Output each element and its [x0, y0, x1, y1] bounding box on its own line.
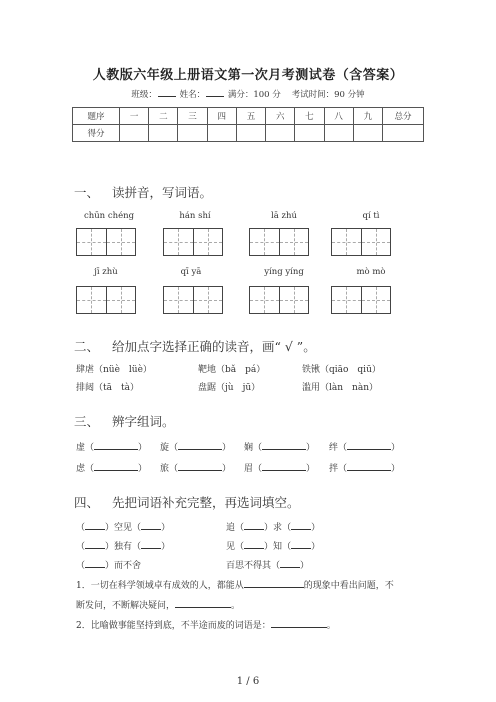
answer-blank[interactable] — [291, 540, 311, 549]
pinyin-label: jī zhù — [94, 267, 118, 277]
idiom-item[interactable]: 追（ ）求（ ） — [226, 523, 321, 533]
answer-blank[interactable] — [85, 559, 105, 568]
pinyin-label: hán shí — [179, 211, 211, 221]
answer-blank[interactable] — [271, 619, 327, 628]
question-text: 断发问，不断解决疑问， — [76, 601, 176, 611]
writing-grid[interactable] — [249, 228, 309, 256]
name-blank — [206, 88, 224, 97]
full-score: 满分：100 分 — [227, 90, 281, 100]
page-title: 人教版六年级上册语文第一次月考测试卷（含答案） — [92, 68, 404, 83]
char: 旅 — [160, 464, 170, 474]
question-1-line2 — [76, 598, 240, 611]
pron-item[interactable]: 排闼（tā tà） — [76, 383, 139, 393]
pinyin-label: yíng yíng — [264, 267, 304, 277]
pinyin-label: qī yā — [180, 267, 202, 277]
question-text: 的现象中看出问题，不 — [303, 581, 394, 591]
idiom-item[interactable]: （ ）独有（ ） — [76, 542, 171, 552]
char-compare-item[interactable]: 娴（ ） — [244, 443, 316, 453]
score-cell[interactable] — [324, 125, 353, 142]
char-compare-item[interactable]: 虑（ ） — [76, 464, 148, 474]
section-title: 先把词语补充完整，再选词填空。 — [112, 495, 300, 510]
section-number: 二、 — [74, 339, 100, 354]
answer-blank[interactable] — [175, 599, 231, 608]
period: 。 — [326, 621, 336, 631]
idiom-item[interactable]: 百思不得其（ ） — [226, 561, 310, 571]
answer-blank[interactable] — [244, 540, 264, 549]
writing-grid[interactable] — [331, 286, 391, 314]
score-cell[interactable] — [383, 125, 424, 142]
char-compare-item[interactable]: 绊（ ） — [329, 443, 401, 453]
answer-blank[interactable] — [94, 462, 138, 471]
char-compare-item[interactable]: 虚（ ） — [76, 443, 148, 453]
question-text: 1．一切在科学领域卓有成效的人，都能从 — [76, 581, 244, 591]
char-compare-item[interactable]: 拌（ ） — [329, 464, 401, 474]
idiom-item[interactable]: （ ）空见（ ） — [76, 523, 171, 533]
writing-grid[interactable] — [163, 286, 223, 314]
answer-blank[interactable] — [347, 462, 391, 471]
char-compare-item[interactable]: 眉（ ） — [244, 464, 316, 474]
score-header-cell: 九 — [353, 108, 382, 125]
score-header-cell: 三 — [178, 108, 207, 125]
score-header-cell: 一 — [120, 108, 149, 125]
pinyin-label: mò mò — [356, 267, 386, 277]
answer-blank[interactable] — [262, 441, 306, 450]
score-cell[interactable] — [353, 125, 382, 142]
pron-item[interactable]: 肆虐（nüè lüè） — [76, 365, 152, 375]
answer-blank[interactable] — [178, 462, 222, 471]
score-header-cell: 二 — [149, 108, 178, 125]
score-header-cell: 八 — [324, 108, 353, 125]
pron-item[interactable]: 滥用（làn nàn） — [302, 383, 378, 393]
question-text: 2．比喻做事能坚持到底，不半途而废的词语是： — [76, 621, 271, 631]
exam-time: 考试时间：90 分钟 — [291, 90, 365, 100]
score-cell[interactable] — [266, 125, 295, 142]
idiom-part: 独有 — [114, 542, 133, 552]
section-number: 四、 — [74, 495, 100, 510]
page-number: 1 / 6 — [236, 676, 260, 687]
writing-grid[interactable] — [249, 286, 309, 314]
idiom-part: 见 — [226, 542, 236, 552]
question-2 — [76, 618, 336, 631]
answer-blank[interactable] — [262, 462, 306, 471]
idiom-item[interactable]: 见（ ）知（ ） — [226, 542, 321, 552]
section-title: 给加点字选择正确的读音，画“ √ ”。 — [112, 339, 316, 354]
answer-blank[interactable] — [291, 521, 311, 530]
writing-grid[interactable] — [163, 228, 223, 256]
score-cell[interactable] — [236, 125, 265, 142]
writing-grid[interactable] — [331, 228, 391, 256]
char: 娴 — [244, 443, 254, 453]
char: 旋 — [160, 443, 170, 453]
section-4-heading — [74, 493, 300, 511]
score-cell[interactable] — [149, 125, 178, 142]
section-title: 读拼音，写词语。 — [112, 185, 213, 200]
writing-grid[interactable] — [76, 228, 136, 256]
section-number: 一、 — [74, 185, 100, 200]
char: 拌 — [329, 464, 339, 474]
score-cell[interactable] — [120, 125, 149, 142]
section-3-heading — [74, 412, 175, 430]
score-header-cell: 六 — [266, 108, 295, 125]
answer-blank[interactable] — [141, 521, 161, 530]
pinyin-label: lā zhú — [271, 211, 297, 221]
answer-blank[interactable] — [347, 441, 391, 450]
score-table-header — [73, 108, 424, 125]
score-cell[interactable] — [178, 125, 207, 142]
char: 虑 — [76, 464, 86, 474]
char-compare-item[interactable]: 旋（ ） — [160, 443, 232, 453]
answer-blank[interactable] — [85, 540, 105, 549]
score-header-cell: 总分 — [383, 108, 424, 125]
answer-blank[interactable] — [244, 521, 264, 530]
score-header-cell: 七 — [295, 108, 324, 125]
char: 绊 — [329, 443, 339, 453]
score-table — [72, 107, 424, 142]
score-cell[interactable] — [295, 125, 324, 142]
answer-blank[interactable] — [244, 579, 304, 588]
answer-blank[interactable] — [280, 559, 300, 568]
char-compare-item[interactable]: 旅（ ） — [160, 464, 232, 474]
idiom-part: 求 — [273, 523, 283, 533]
idiom-item[interactable]: （ ）而不舍 — [76, 561, 142, 571]
section-1-heading — [74, 183, 212, 201]
answer-blank[interactable] — [178, 441, 222, 450]
idiom-part: 知 — [273, 542, 283, 552]
pron-item[interactable]: 盘踞（jù jū） — [198, 383, 261, 393]
idiom-part: 百思不得其 — [226, 561, 272, 571]
writing-grid[interactable] — [76, 286, 136, 314]
score-header-cell: 五 — [236, 108, 265, 125]
pron-item[interactable]: 铁锹（qiāo qiū） — [302, 365, 381, 375]
idiom-part: 空见 — [114, 523, 133, 533]
char: 眉 — [244, 464, 254, 474]
exam-info — [0, 88, 496, 100]
score-header-cell: 四 — [207, 108, 236, 125]
pinyin-label: chūn chéng — [83, 211, 135, 221]
answer-blank[interactable] — [141, 540, 161, 549]
section-number: 三、 — [74, 414, 100, 429]
pron-item[interactable]: 靶地（bǎ pá） — [198, 365, 266, 375]
score-row-label: 得分 — [73, 125, 120, 142]
class-label: 班级： — [131, 90, 157, 100]
score-cell[interactable] — [207, 125, 236, 142]
class-blank — [158, 88, 176, 97]
answer-blank[interactable] — [85, 521, 105, 530]
answer-blank[interactable] — [94, 441, 138, 450]
idiom-part: 追 — [226, 523, 236, 533]
char: 虚 — [76, 443, 86, 453]
idiom-part: 而不舍 — [114, 561, 142, 571]
question-1 — [76, 578, 394, 591]
pinyin-label: qí tì — [362, 211, 380, 221]
score-header-cell: 题序 — [73, 108, 120, 125]
score-table-row — [73, 125, 424, 142]
period: 。 — [231, 601, 241, 611]
section-2-heading — [74, 337, 316, 355]
section-title: 辨字组词。 — [112, 414, 175, 429]
name-label: 姓名： — [179, 90, 206, 100]
